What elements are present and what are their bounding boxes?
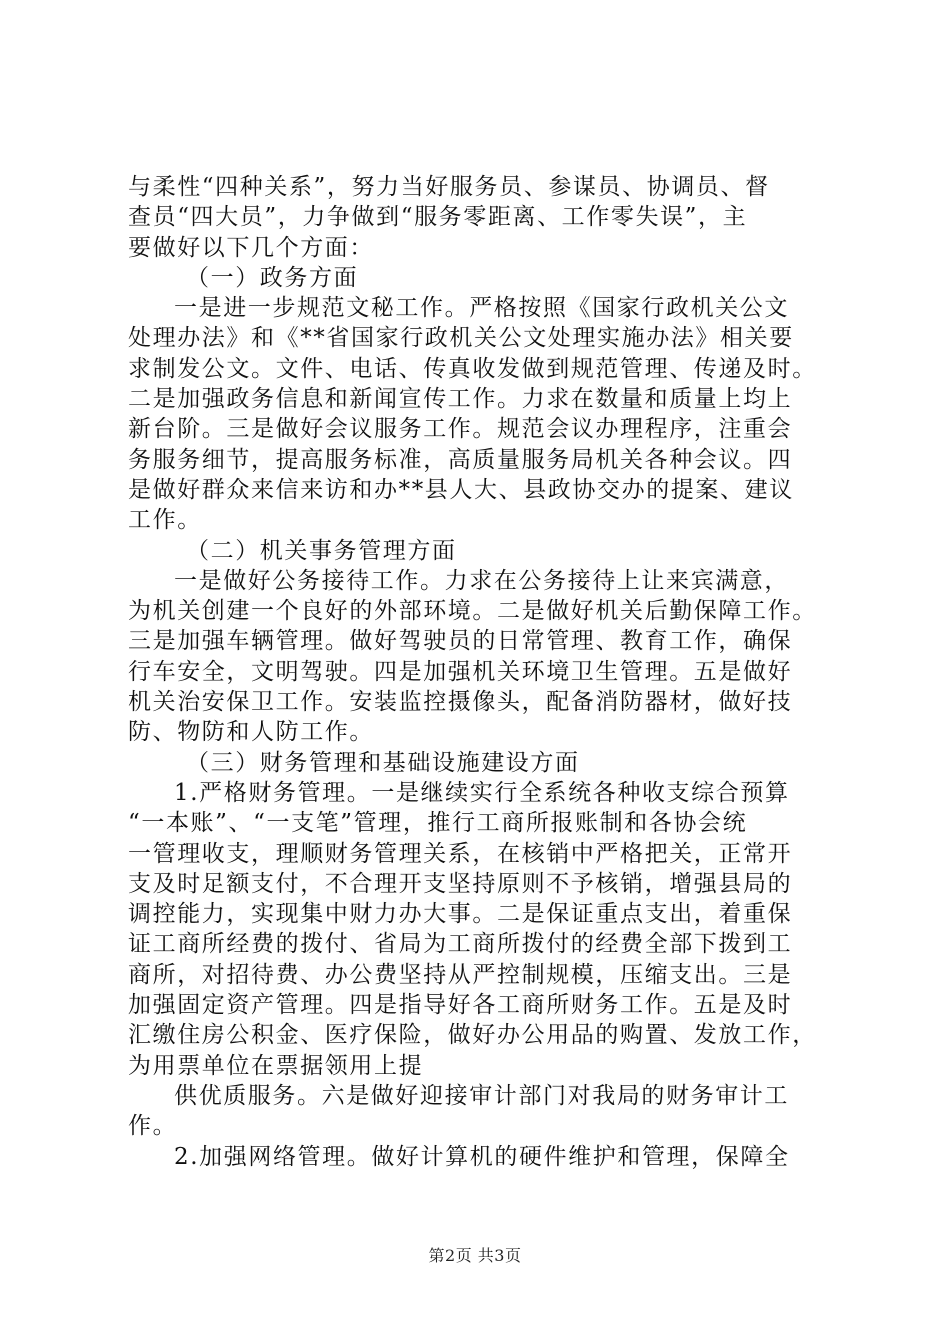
text-line: 支及时足额支付，不合理开支坚持原则不予核销，增强县局的 bbox=[128, 870, 793, 897]
section-heading: （一）政务方面 bbox=[186, 264, 359, 291]
text-line: 加强固定资产管理。四是指导好各工商所财务工作。五是及时 bbox=[128, 992, 793, 1019]
text-line: 新台阶。三是做好会议服务工作。规范会议办理程序，注重会 bbox=[128, 416, 793, 443]
text-line: 调控能力，实现集中财力办大事。二是保证重点支出，着重保 bbox=[128, 901, 793, 928]
text-line: 处理办法》和《**省国家行政机关公文处理实施办法》相关要 bbox=[128, 325, 794, 352]
text-line: 防、物防和人防工作。 bbox=[128, 719, 374, 746]
page-footer: 第2页 共3页 bbox=[428, 1246, 522, 1265]
text-line: 作。 bbox=[128, 1113, 178, 1140]
text-line: 汇缴住房公积金、医疗保险，做好办公用品的购置、发放工作， bbox=[128, 1022, 817, 1049]
paragraph-first-line: 2.加强网络管理。做好计算机的硬件维护和管理，保障全 bbox=[174, 1143, 790, 1170]
text-line: 务服务细节，提高服务标准，高质量服务局机关各种会议。四 bbox=[128, 446, 793, 473]
text-line: 是做好群众来信来访和办**县人大、县政协交办的提案、建议 bbox=[128, 476, 794, 503]
text-line: 行车安全，文明驾驶。四是加强机关环境卫生管理。五是做好 bbox=[128, 658, 793, 685]
paragraph-first-line: 一是进一步规范文秘工作。严格按照《国家行政机关公文 bbox=[174, 295, 789, 322]
text-line: 与柔性“四种关系”，努力当好服务员、参谋员、协调员、督 bbox=[128, 174, 770, 200]
section-heading: （三）财务管理和基础设施建设方面 bbox=[186, 749, 580, 776]
text-line: “一本账”、“一支笔”管理，推行工商所报账制和各协会统 bbox=[128, 810, 748, 837]
text-line: 一管理收支，理顺财务管理关系，在核销中严格把关，正常开 bbox=[128, 840, 793, 867]
text-line: 证工商所经费的拨付、省局为工商所拨付的经费全部下拨到工 bbox=[128, 931, 793, 958]
text-line: 为机关创建一个良好的外部环境。二是做好机关后勤保障工作。 bbox=[128, 598, 817, 625]
text-line: 二是加强政务信息和新闻宣传工作。力求在数量和质量上均上 bbox=[128, 386, 793, 413]
text-line: 商所，对招待费、办公费坚持从严控制规模，压缩支出。三是 bbox=[128, 961, 793, 988]
text-line: 为用票单位在票据领用上提 bbox=[128, 1052, 424, 1079]
paragraph-first-line: 供优质服务。六是做好迎接审计部门对我局的财务审计工 bbox=[174, 1082, 789, 1109]
paragraph-first-line: 1.严格财务管理。一是继续实行全系统各种收支综合预算 bbox=[174, 779, 790, 806]
text-line: 查员“四大员”，力争做到“服务零距离、工作零失误”，主 bbox=[128, 204, 748, 231]
document-body bbox=[128, 172, 840, 1172]
text-line: 工作。 bbox=[128, 507, 202, 534]
text-line: 要做好以下几个方面： bbox=[128, 234, 374, 261]
section-heading: （二）机关事务管理方面 bbox=[186, 537, 457, 564]
text-line: 机关治安保卫工作。安装监控摄像头，配备消防器材，做好技 bbox=[128, 689, 793, 716]
text-line: 三是加强车辆管理。做好驾驶员的日常管理、教育工作，确保 bbox=[128, 628, 793, 655]
paragraph-first-line: 一是做好公务接待工作。力求在公务接待上让来宾满意， bbox=[174, 567, 789, 594]
text-line: 求制发公文。文件、电话、传真收发做到规范管理、传递及时。 bbox=[128, 355, 817, 382]
